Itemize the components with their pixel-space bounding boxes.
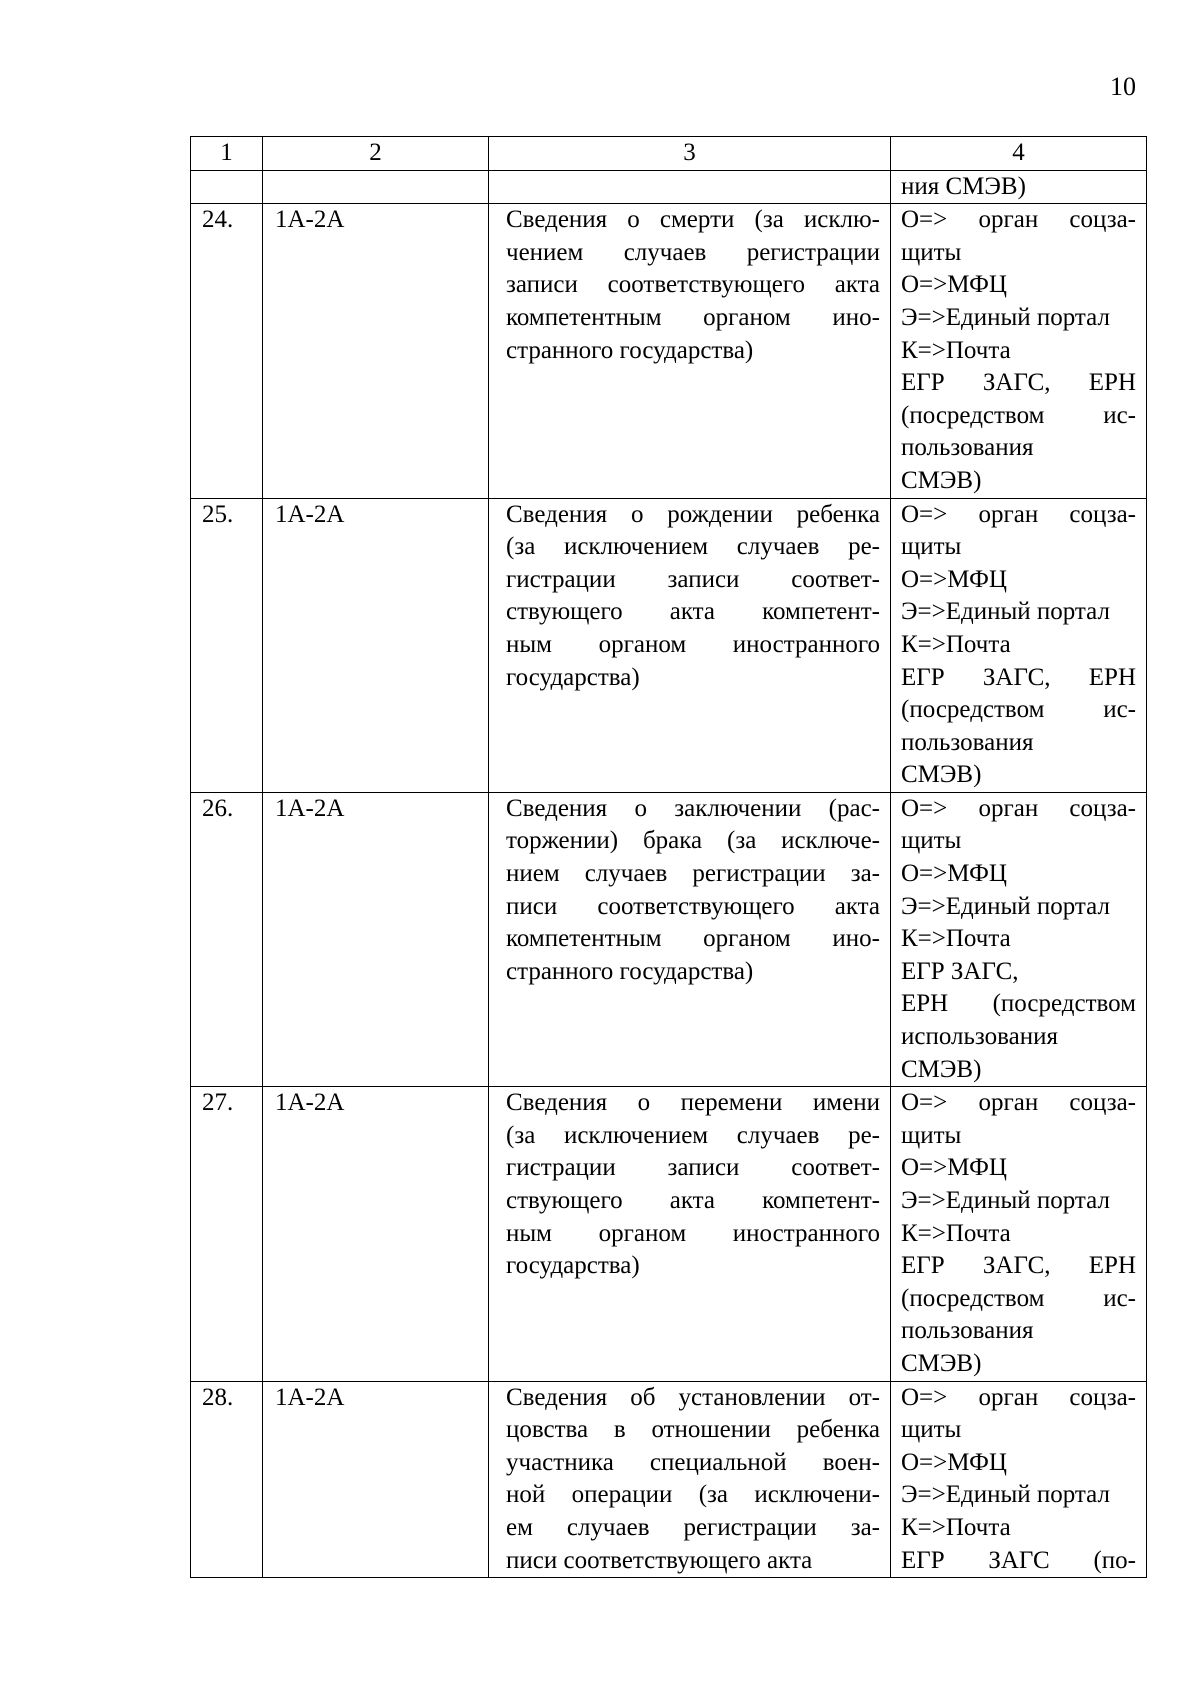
description-line: странного государства) [506, 336, 754, 364]
source-line: СМЭВ) [901, 761, 982, 789]
header-cell-3: 3 [489, 137, 891, 171]
description-line: (за исключением случаев ре- [506, 1121, 880, 1149]
source-line: использования [901, 1023, 1058, 1051]
continuation-cell-1 [191, 170, 263, 204]
source-line: щиты [901, 238, 962, 266]
header-cell-1: 1 [191, 137, 263, 171]
source-line: щиты [901, 827, 962, 855]
source-line: щиты [901, 1416, 962, 1444]
description-line: гистрации записи соответ- [506, 565, 880, 593]
continuation-cell-4 [891, 170, 1147, 204]
source-line: пользования [901, 434, 1034, 462]
description-line: компетентным органом ино- [506, 303, 880, 331]
source-line: (посредством ис- [901, 696, 1136, 724]
row-description-cell [489, 1087, 891, 1381]
description-line: писи соответствующего акта [506, 1546, 813, 1574]
row-number-cell: 27. [191, 1087, 263, 1381]
description-line: нием случаев регистрации за- [506, 860, 880, 888]
source-line: ЕГР ЗАГС, ЕРН [901, 369, 1136, 397]
source-line: О=> орган соцза- [901, 1383, 1136, 1411]
row-description-cell [489, 498, 891, 792]
row-number-cell: 28. [191, 1381, 263, 1578]
description-line: Сведения о заключении (рас- [506, 794, 880, 822]
source-line: ния СМЭВ) [901, 172, 1026, 200]
continuation-row [191, 170, 1147, 204]
row-source-cell [891, 792, 1147, 1086]
source-line: О=>МФЦ [901, 1448, 1007, 1476]
row-description-cell [489, 792, 891, 1086]
description-line: государства) [506, 1252, 640, 1280]
row-source-cell [891, 1381, 1147, 1578]
source-line: ЕГР ЗАГС, ЕРН [901, 1252, 1136, 1280]
source-line: К=>Почта [901, 630, 1011, 658]
table-row [191, 1381, 1147, 1578]
source-line: ЕГР ЗАГС, ЕРН [901, 663, 1136, 691]
source-line: щиты [901, 533, 962, 561]
table-row [191, 1087, 1147, 1381]
description-line: государства) [506, 663, 640, 691]
description-line: гистрации записи соответ- [506, 1154, 880, 1182]
description-line: участника специальной воен- [506, 1448, 880, 1476]
description-line: чением случаев регистрации [506, 238, 880, 266]
table-row [191, 204, 1147, 498]
row-code-cell: 1А-2А [263, 792, 489, 1086]
description-line: странного государства) [506, 957, 754, 985]
row-description-cell [489, 204, 891, 498]
row-code-cell: 1А-2А [263, 1381, 489, 1578]
source-line: ЕГР ЗАГС (по- [901, 1546, 1136, 1574]
document-table [190, 136, 1147, 1578]
description-line: ным органом иностранного [506, 1219, 880, 1247]
description-line: ствующего акта компетент- [506, 1187, 880, 1214]
continuation-cell-2 [263, 170, 489, 204]
header-cell-4: 4 [891, 137, 1147, 171]
description-line: записи соответствующего акта [506, 271, 880, 299]
source-line: О=> орган соцза- [901, 500, 1136, 528]
source-line: СМЭВ) [901, 1055, 982, 1083]
source-line: О=>МФЦ [901, 1154, 1007, 1182]
header-cell-2: 2 [263, 137, 489, 171]
source-line: О=> орган соцза- [901, 794, 1136, 822]
description-line: ной операции (за исключени- [506, 1481, 880, 1509]
row-description-cell [489, 1381, 891, 1578]
source-line: Э=>Единый портал [901, 892, 1110, 920]
row-source-cell [891, 1087, 1147, 1381]
row-code-cell: 1А-2А [263, 204, 489, 498]
page-number: 10 [1110, 72, 1136, 101]
source-line: Э=>Единый портал [901, 1481, 1110, 1509]
source-line: К=>Почта [901, 336, 1011, 364]
source-line: СМЭВ) [901, 466, 982, 494]
row-source-cell [891, 204, 1147, 498]
table-row [191, 498, 1147, 792]
source-line: О=>МФЦ [901, 271, 1007, 299]
description-line: Сведения об установлении от- [506, 1383, 880, 1411]
source-line: К=>Почта [901, 925, 1011, 953]
description-line: писи соответствующего акта [506, 892, 880, 920]
source-line: ЕРН (посредством [901, 990, 1136, 1018]
source-line: К=>Почта [901, 1513, 1011, 1541]
row-code-cell: 1А-2А [263, 1087, 489, 1381]
description-line: ем случаев регистрации за- [506, 1513, 880, 1541]
row-number-cell: 26. [191, 792, 263, 1086]
continuation-cell-3 [489, 170, 891, 204]
row-source-cell [891, 498, 1147, 792]
description-line: торжении) брака (за исключе- [506, 827, 880, 855]
row-code-cell: 1А-2А [263, 498, 489, 792]
source-line: Э=>Единый портал [901, 1187, 1110, 1214]
source-line: (посредством ис- [901, 401, 1136, 429]
row-number-cell: 24. [191, 204, 263, 498]
description-line: (за исключением случаев ре- [506, 533, 880, 561]
source-line: О=>МФЦ [901, 565, 1007, 593]
source-line: К=>Почта [901, 1219, 1011, 1247]
source-line: О=> орган соцза- [901, 206, 1136, 234]
description-line: цовства в отношении ребенка [506, 1416, 880, 1444]
source-line: О=>МФЦ [901, 860, 1007, 888]
source-line: СМЭВ) [901, 1349, 982, 1377]
source-line: Э=>Единый портал [901, 303, 1110, 331]
source-line: О=> орган соцза- [901, 1089, 1136, 1117]
description-line: ным органом иностранного [506, 630, 880, 658]
source-line: Э=>Единый портал [901, 598, 1110, 626]
source-line: щиты [901, 1121, 962, 1149]
description-line: ствующего акта компетент- [506, 598, 880, 626]
description-line: Сведения о рождении ребенка [506, 500, 880, 528]
table-row [191, 792, 1147, 1086]
table-header-row [191, 137, 1147, 171]
source-line: ЕГР ЗАГС, [901, 957, 1019, 985]
source-line: (посредством ис- [901, 1284, 1136, 1312]
description-line: компетентным органом ино- [506, 925, 880, 953]
source-line: пользования [901, 1317, 1034, 1345]
description-line: Сведения о смерти (за исклю- [506, 206, 880, 234]
source-line: пользования [901, 728, 1034, 756]
description-line: Сведения о перемени имени [506, 1089, 880, 1117]
row-number-cell: 25. [191, 498, 263, 792]
